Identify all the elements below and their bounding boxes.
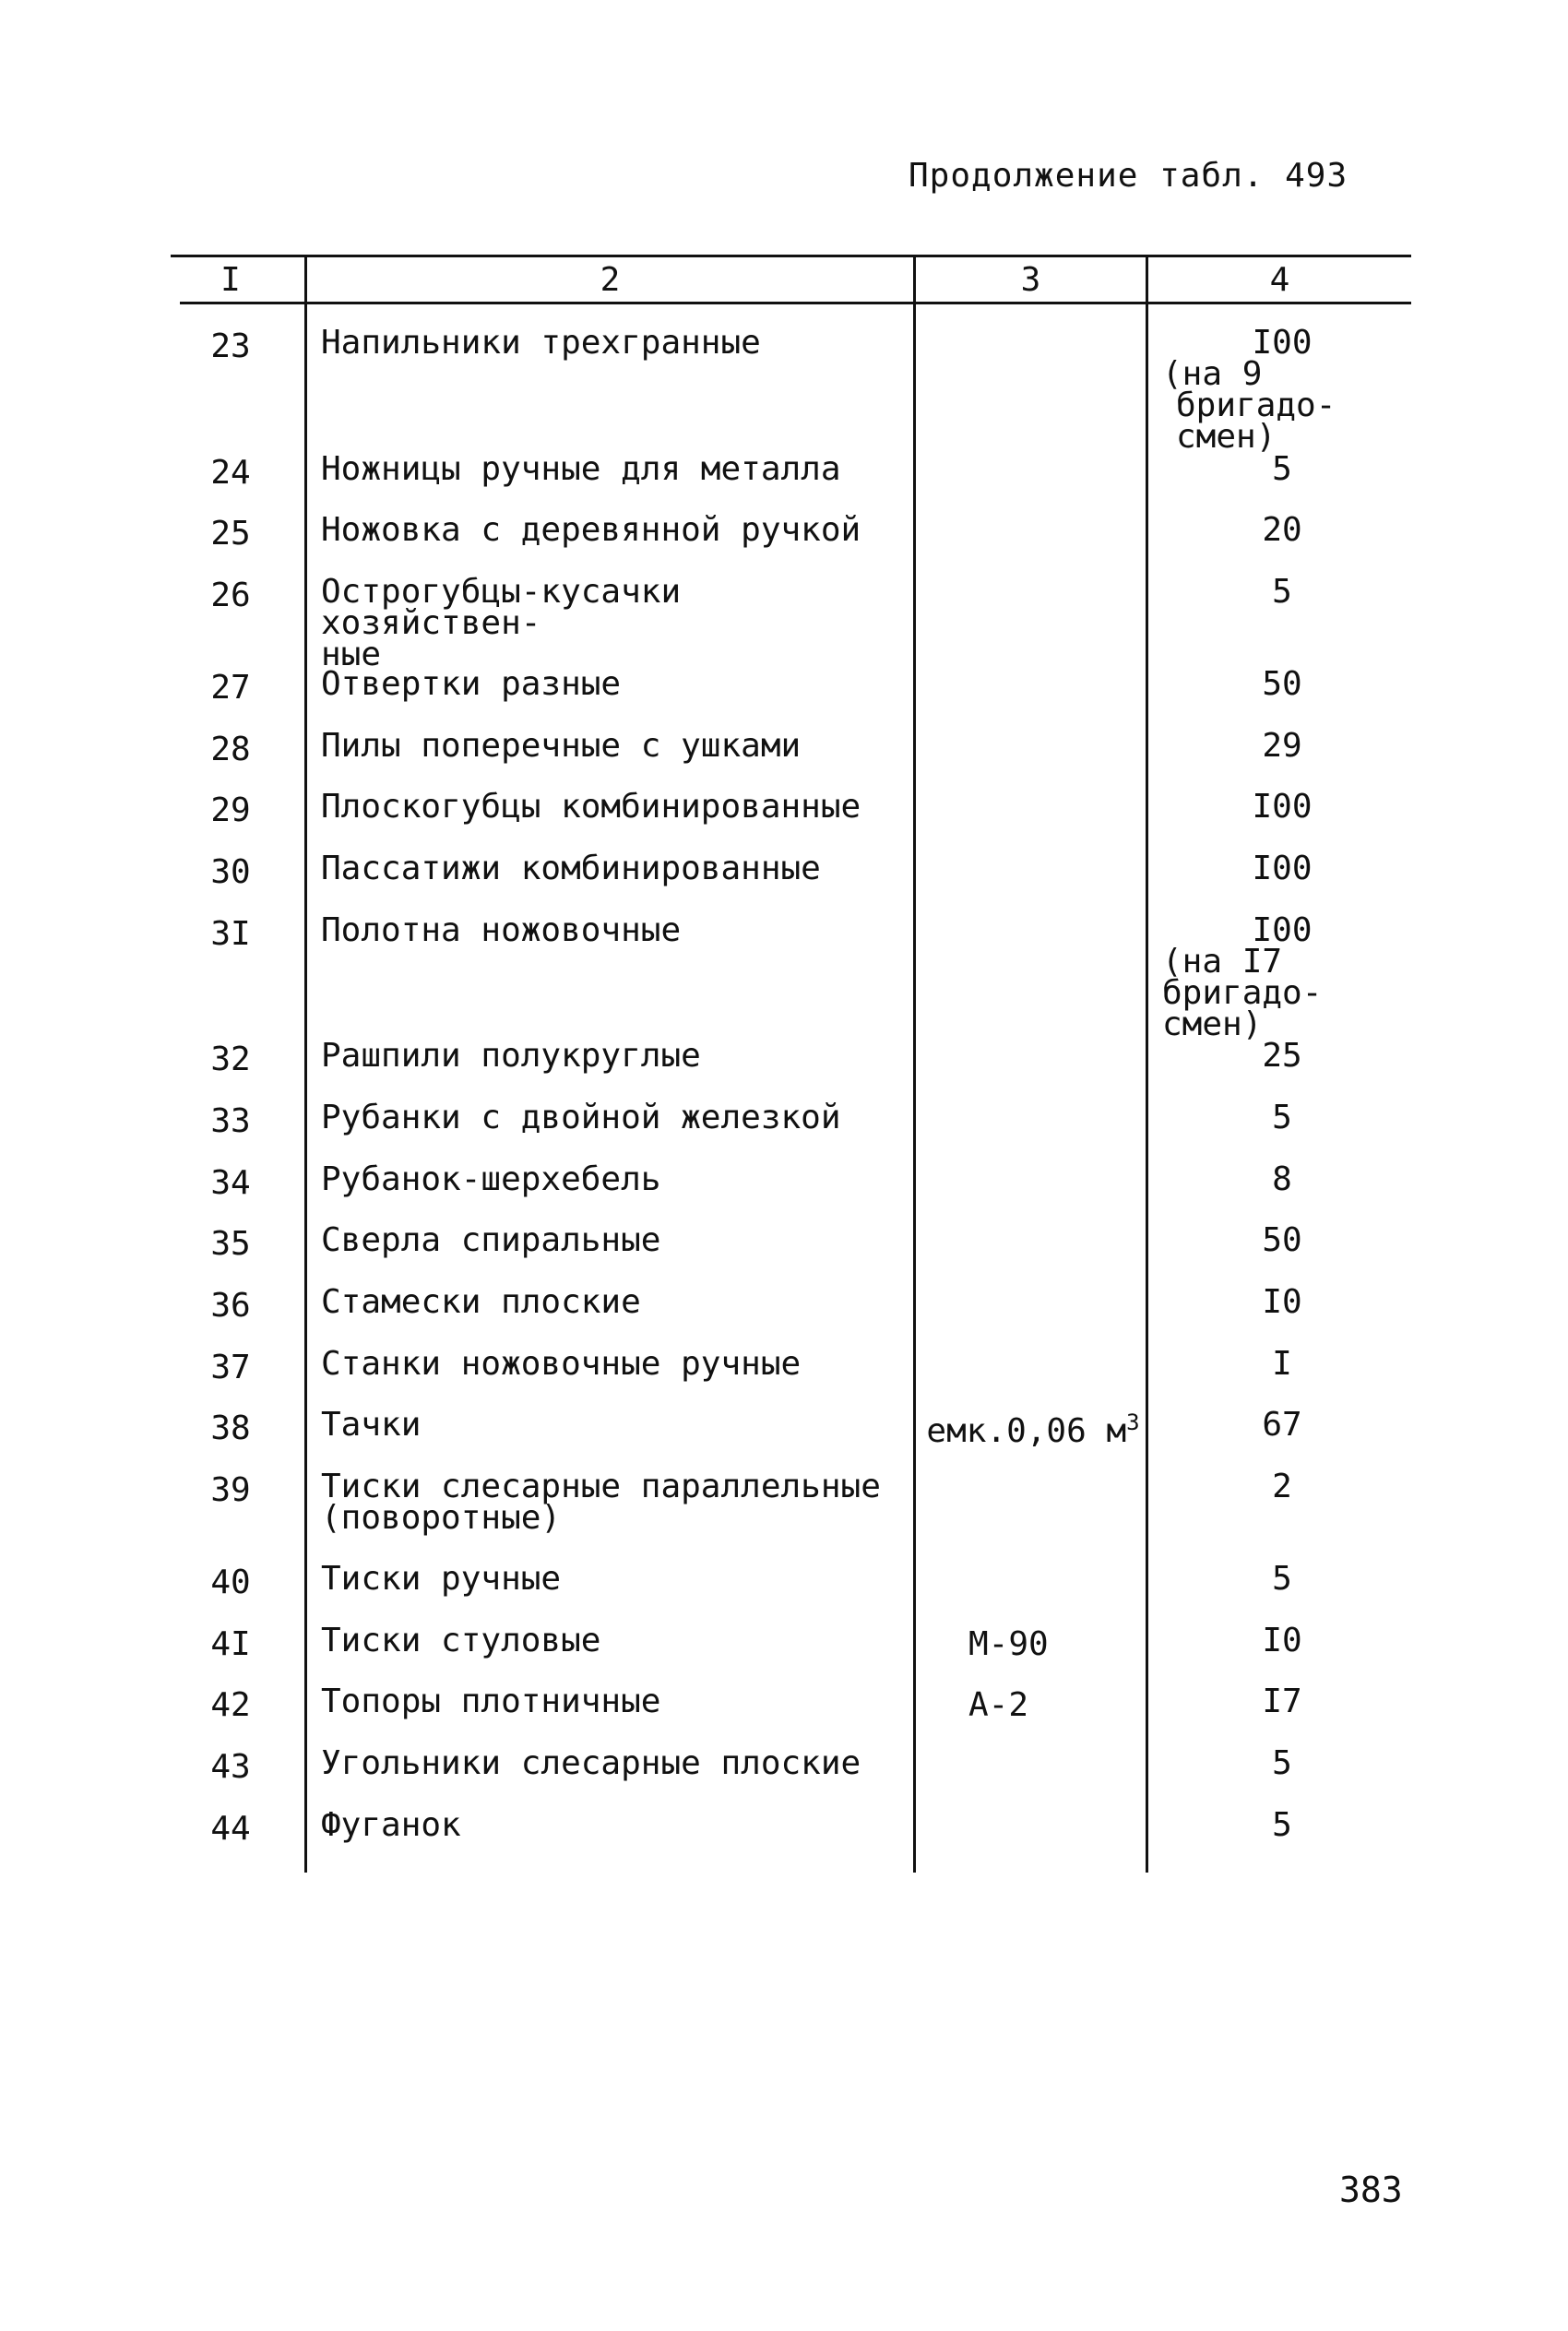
item-name-line1: Тиски слесарные параллельные bbox=[321, 1468, 881, 1505]
row-number: 24 bbox=[210, 454, 251, 492]
row-number: 34 bbox=[210, 1164, 251, 1202]
item-name: Ножовка с деревянной ручкой bbox=[321, 511, 861, 549]
item-qty: I0 bbox=[1262, 1283, 1302, 1321]
item-name-line1: Острогубцы-кусачки хозяйствен- bbox=[321, 573, 682, 642]
page-number: 383 bbox=[1339, 2170, 1403, 2210]
row-number: 43 bbox=[210, 1748, 251, 1786]
row-number: 36 bbox=[210, 1287, 251, 1325]
qty-value: I00 bbox=[1252, 911, 1313, 949]
row-number: 39 bbox=[210, 1471, 251, 1509]
item-qty: 5 bbox=[1272, 450, 1292, 488]
item-qty: 5 bbox=[1272, 1099, 1292, 1136]
row-number: 30 bbox=[210, 853, 251, 891]
item-qty: 50 bbox=[1262, 665, 1302, 703]
item-qty: I0 bbox=[1262, 1622, 1302, 1659]
column-divider-2 bbox=[913, 256, 916, 1873]
row-number: 23 bbox=[210, 327, 251, 365]
header-col-1: I bbox=[220, 261, 241, 299]
item-name: Рубанки с двойной железкой bbox=[321, 1099, 841, 1136]
item-name: Тачки bbox=[321, 1406, 422, 1444]
item-name: Тиски стуловые bbox=[321, 1622, 601, 1659]
item-qty: 29 bbox=[1262, 727, 1302, 765]
item-qty: 67 bbox=[1262, 1406, 1302, 1444]
row-number: 42 bbox=[210, 1686, 251, 1724]
item-qty: I00 bbox=[1252, 850, 1313, 887]
item-name: Напильники трехгранные bbox=[321, 324, 761, 362]
item-name: Рашпили полукруглые bbox=[321, 1037, 701, 1075]
row-number: 44 bbox=[210, 1810, 251, 1848]
qty-note-line2: бригадо-смен) bbox=[1176, 387, 1336, 456]
row-number: 33 bbox=[210, 1102, 251, 1140]
item-qty: 5 bbox=[1272, 573, 1292, 611]
item-qty: 25 bbox=[1262, 1037, 1302, 1075]
row-number: 4I bbox=[210, 1625, 251, 1663]
row-number: 37 bbox=[210, 1349, 251, 1386]
item-qty: I bbox=[1272, 1345, 1292, 1383]
row-number: 25 bbox=[210, 515, 251, 553]
row-number: 26 bbox=[210, 577, 251, 614]
item-name bbox=[321, 573, 911, 673]
item-name bbox=[321, 1468, 911, 1537]
row-number: 28 bbox=[210, 731, 251, 768]
header-col-4: 4 bbox=[1269, 261, 1290, 299]
item-name: Станки ножовочные ручные bbox=[321, 1345, 802, 1383]
item-name: Рубанок-шерхебель bbox=[321, 1160, 661, 1198]
item-name: Отвертки разные bbox=[321, 665, 622, 703]
item-spec: А-2 bbox=[968, 1686, 1029, 1724]
header-col-3: 3 bbox=[1020, 261, 1041, 299]
item-name: Пассатижи комбинированные bbox=[321, 850, 821, 887]
item-spec-superscript: 3 bbox=[1126, 1409, 1140, 1435]
item-name: Полотна ножовочные bbox=[321, 911, 682, 949]
item-qty: 2 bbox=[1272, 1468, 1292, 1505]
table-caption: Продолжение табл. 493 bbox=[909, 157, 1348, 195]
header-col-2: 2 bbox=[600, 261, 621, 299]
item-qty: 50 bbox=[1262, 1221, 1302, 1259]
item-name: Тиски ручные bbox=[321, 1560, 562, 1598]
table-top-rule bbox=[171, 255, 1411, 257]
item-name: Стамески плоские bbox=[321, 1283, 641, 1321]
row-number: 27 bbox=[210, 669, 251, 707]
row-number: 32 bbox=[210, 1041, 251, 1078]
item-name: Пилы поперечные с ушками bbox=[321, 727, 802, 765]
item-name: Топоры плотничные bbox=[321, 1683, 661, 1720]
qty-note-line2: бригадо-смен) bbox=[1162, 974, 1323, 1043]
item-qty bbox=[1144, 911, 1420, 1043]
qty-note-line1: (на I7 bbox=[1162, 943, 1283, 981]
item-qty: I7 bbox=[1262, 1683, 1302, 1720]
item-qty: 5 bbox=[1272, 1806, 1292, 1844]
row-number: 38 bbox=[210, 1409, 251, 1447]
item-name: Угольники слесарные плоские bbox=[321, 1744, 861, 1782]
item-qty: 5 bbox=[1272, 1560, 1292, 1598]
item-qty: 5 bbox=[1272, 1744, 1292, 1782]
qty-note-line1: (на 9 bbox=[1162, 355, 1263, 393]
item-name: Сверла спиральные bbox=[321, 1221, 661, 1259]
table-header-rule bbox=[180, 302, 1411, 304]
item-spec bbox=[922, 1409, 1144, 1450]
qty-value: I00 bbox=[1252, 324, 1313, 362]
row-number: 40 bbox=[210, 1564, 251, 1601]
row-number: 29 bbox=[210, 791, 251, 829]
item-name-line2: ные bbox=[321, 636, 382, 673]
item-spec: М-90 bbox=[968, 1625, 1049, 1663]
item-qty bbox=[1144, 324, 1420, 456]
item-qty: I00 bbox=[1252, 788, 1313, 826]
row-number: 3I bbox=[210, 915, 251, 953]
item-spec-text: емк.0,06 м bbox=[926, 1412, 1127, 1450]
item-name-line2: (поворотные) bbox=[321, 1499, 562, 1537]
item-qty: 8 bbox=[1272, 1160, 1292, 1198]
column-divider-1 bbox=[304, 256, 307, 1873]
item-name: Фуганок bbox=[321, 1806, 461, 1844]
item-qty: 20 bbox=[1262, 511, 1302, 549]
item-name: Плоскогубцы комбинированные bbox=[321, 788, 861, 826]
item-name: Ножницы ручные для металла bbox=[321, 450, 841, 488]
row-number: 35 bbox=[210, 1225, 251, 1263]
